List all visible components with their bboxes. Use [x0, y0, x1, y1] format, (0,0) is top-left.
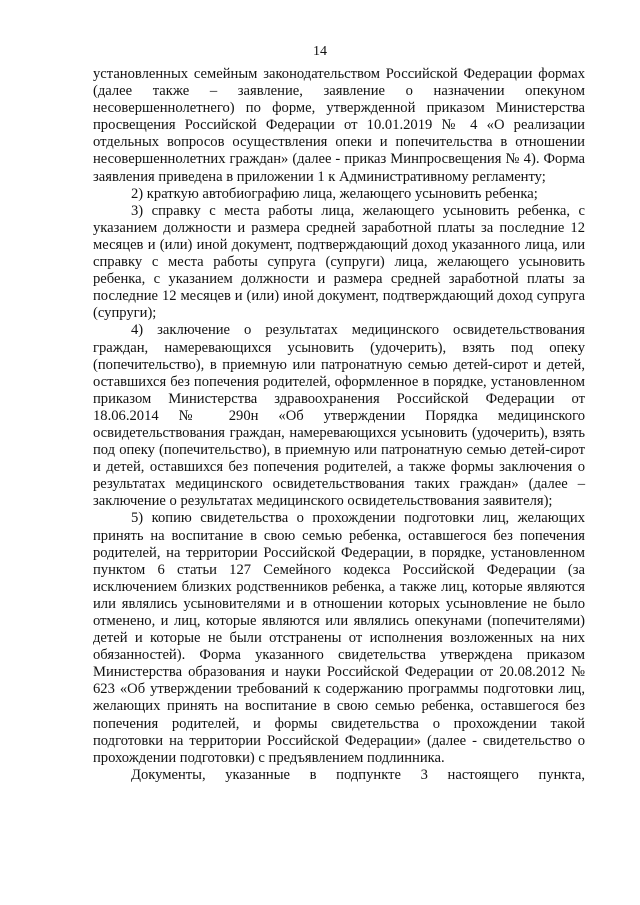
paragraph-item-2: 2) краткую автобиографию лица, желающего усыновить ребенка; [131, 185, 538, 202]
paragraph-item-3: 3) справку с места работы лица, желающего усыновить ребенка, с указанием должности и размера средней заработной платы за последние 12 месяцев и (или) иной документ, подтверждающий доход указанного лица, или справку с места работы супруга (супруги) лица, желающего усыновить ребенка, с указанием должности и размера средней заработной платы за последние 12 месяцев и (или) иной документ, подтверждающий доход супруга (супруги); [93, 202, 585, 322]
paragraph-item-4: 4) заключение о результатах медицинского освидетельствования граждан, намеревающихся усыновить (удочерить), взять под опеку (попечительство), в приемную или патронатную семью детей-сирот и детей, оставшихся без попечения родителей, оформленное в порядке, установленном приказом Министерства здравоохранения Российской Федерации от 18.06.2014 № 290н «Об утверждении Порядка медицинского освидетельствования граждан, намеревающихся усыновить (удочерить), взять под опеку (попечительство), в приемную или патронатную семью детей-сирот и детей, оставшихся без попечения родителей, а также формы заключения о результатах медицинского освидетельствования таких граждан» (далее – заключение о результатах медицинского освидетельствования заявителя); [93, 322, 585, 510]
paragraph-documents: Документы, указанные в подпункте 3 настоящего пункта, [131, 766, 585, 783]
page-number: 14 [313, 44, 327, 59]
paragraph-item-5: 5) копию свидетельства о прохождении подготовки лиц, желающих принять на воспитание в свою семью ребенка, оставшегося без попечения родителей, на территории Российской Федерации, в порядке, установленном пунктом 6 статьи 127 Семейного кодекса Российской Федерации (за исключением близких родственников ребенка, а также лиц, которые являются или являлись усыновителями и в отношении которых усыновление не было отменено, и лиц, которые являются или являлись опекунами (попечителями) детей и которые не были отстранены от исполнения возложенных на них обязанностей). Форма указанного свидетельства утверждена приказом Министерства образования и науки Российской Федерации от 20.08.2012 № 623 «Об утверждении требований к содержанию программы подготовки лиц, желающих принять на воспитание в свою семью ребенка, оставшегося без попечения родителей, и формы свидетельства о прохождении такой подготовки на территории Российской Федерации» (далее - свидетельство о прохождении подготовки) с предъявлением подлинника. [93, 510, 585, 766]
paragraph-continuation: установленных семейным законодательством Российской Федерации формах (далее также – заявление, заявление о назначении опекуном несовершеннолетнего) по форме, утвержденной приказом Министерства просвещения Российской Федерации от 10.01.2019 № 4 «О реализации отдельных вопросов осуществления опеки и попечительства в отношении несовершеннолетних граждан» (далее - приказ Минпросвещения № 4). Форма заявления приведена в приложении 1 к Административному регламенту; [93, 66, 585, 185]
document-body [93, 66, 585, 784]
